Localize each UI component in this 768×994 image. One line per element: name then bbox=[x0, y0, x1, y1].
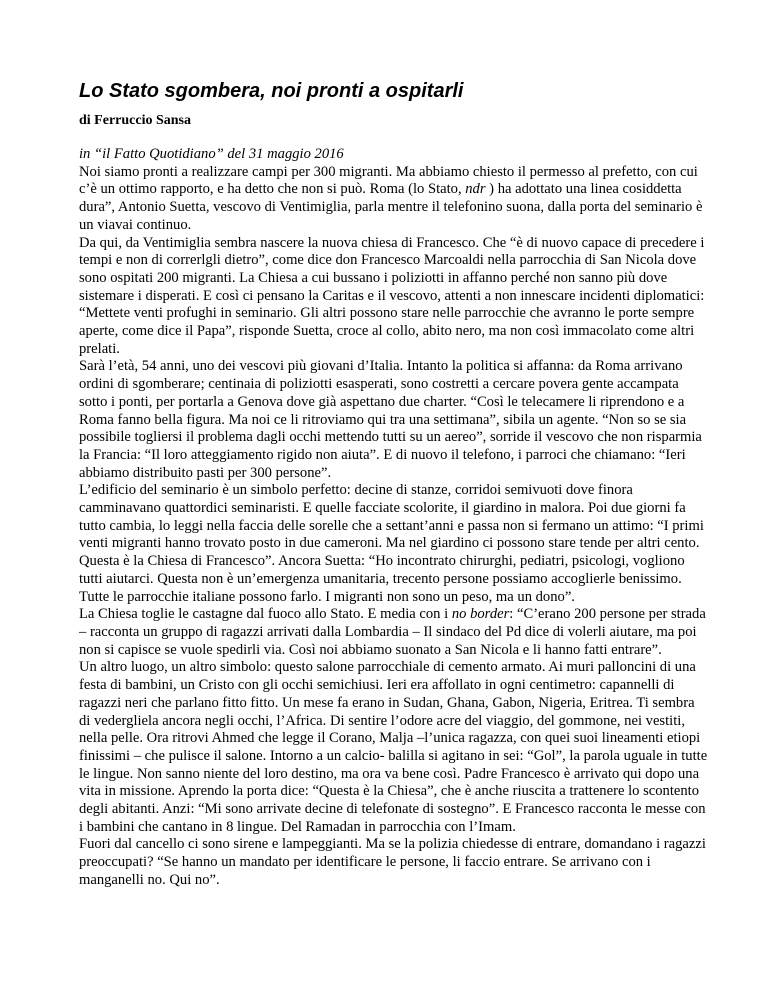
italic-text: ndr bbox=[465, 181, 486, 198]
paragraph-text: Sarà l’età, 54 anni, uno dei vescovi più giovani d’Italia. Intanto la politica si affanna: da Roma arrivano ordini di sgomberare; centinaia di poliziotti esasperati, sono costretti a cercare povera gente accampata sotto i ponti, per portarla a Genova dove già aspettano due charter. “Così le telecamere li riprendono e a Roma fanno bella figura. Ma noi ce li ritroviamo qui tra una settimana”, sibila un agente. “Non so se sia possibile togliersi il problema dagli occhi mettendo tutti su un aereo”, sorride il vescovo che non risparmia la Francia: “Il loro atteggiamento rigido non aiuta”. E di nuovo il telefono, i parroci che chiamano: “Ieri abbiamo distribuito pasti per 300 persone”. bbox=[79, 358, 702, 481]
article-paragraph bbox=[79, 606, 709, 659]
article-paragraph bbox=[79, 836, 709, 889]
article-source: in “il Fatto Quotidiano” del 31 maggio 2016 bbox=[79, 146, 344, 162]
article-author: di Ferruccio Sansa bbox=[79, 113, 191, 128]
paragraph-text: Da qui, da Ventimiglia sembra nascere la nuova chiesa di Francesco. Che “è di nuovo capace di precedere i tempi e non di correrlgli dietro”, come dice don Francesco Marcoaldi nella parrocchia di San Nicola dove sono ospitati 200 migranti. La Chiesa a cui bussano i poliziotti in affanno perché non sanno più dove sistemare i disperati. E così ci pensano la Caritas e il vescovo, attenti a non innescare incidenti diplomatici: “Mettete venti profughi in seminario. Gli altri possono stare nelle parrocchie che avranno le porte sempre aperte, come dice il Papa”, risponde Suetta, croce al collo, abito nero, ma non così immacolato come altri prelati. bbox=[79, 234, 705, 357]
italic-text: no border bbox=[451, 606, 510, 623]
article-paragraph bbox=[79, 235, 709, 359]
article-paragraph bbox=[79, 659, 709, 836]
article-title: Lo Stato sgombera, noi pronti a ospitarli bbox=[79, 80, 464, 102]
paragraph-text: Un altro luogo, un altro simbolo: questo salone parrocchiale di cemento armato. Ai muri palloncini di una festa di bambini, un Cristo con gli occhi semichiusi. Ieri era affollato in ogni centimetro: capannelli di ragazzi neri che parlano fitto fitto. Un mese fa erano in Sudan, Ghana, Gabon, Nigeria, Eritrea. Ti sembra di vedergliela ancora negli occhi, l’Africa. Di sentire l’odore acre del viaggio, del gommone, nei vestiti, nella pelle. Ora ritrovi Ahmed che legge il Corano, Malja –l’unica ragazza, con quei suoi lineamenti etiopi finissimi – che pulisce il salone. Intorno a un calcio- balilla si agitano in sei: “Gol”, la parola uguale in tutte le lingue. Non sanno niente del loro destino, ma ora va bene così. Padre Francesco è arrivato qui dopo una vita in missione. Aprendo la porta dice: “Questa è la Chiesa”, che è anche riuscita a trattenere lo scontento degli abitanti. Anzi: “Mi sono arrivate decine di telefonate di sostegno”. E Francesco racconta le messe con i bambini che cantano in 8 lingue. Del Ramadan in parrocchia con l’Imam. bbox=[79, 659, 708, 835]
paragraph-text: Noi siamo pronti a realizzare campi per 300 migranti. Ma abbiamo chiesto il permesso al prefetto, con cui c’è un ottimo rapporto, e ha detto che non si può. Roma (lo Stato, bbox=[79, 163, 698, 198]
paragraph-text: Fuori dal cancello ci sono sirene e lampeggianti. Ma se la polizia chiedesse di entrare, domandano i ragazzi preoccupati? “Se hanno un mandato per identificare le persone, li faccio entrare. Se arrivano con i manganelli no. Qui no”. bbox=[79, 836, 706, 888]
paragraph-text: L’edificio del seminario è un simbolo perfetto: decine di stanze, corridoi semivuoti dove finora camminavano quattordici seminaristi. E quelle facciate scolorite, il giardino in malora. Poi due giorni fa tutto cambia, lo leggi nella faccia delle sorelle che a settant’anni e passa non si fermano un attimo: “I primi venti migranti hanno trovato posto in due cameroni. Ma nel giardino ci possono stare tende per altri cento. Questa è la Chiesa di Francesco”. Ancora Suetta: “Ho incontrato chirurghi, pediatri, psicologi, vogliono tutti aiutarci. Questa non è un’emergenza umanitaria, trecento persone possiamo accoglierle benissimo. Tutte le parrocchie italiane possono farlo. I migranti non sono un peso, ma un dono”. bbox=[79, 482, 704, 605]
paragraph-text: : “C’erano 200 persone per strada – racconta un gruppo di ragazzi arrivati dalla Lombardia – Il sindaco del Pd dice di volerli aiutare, ma poi non si capisce se vuole spedirli via. Così noi abbiamo suonato a San Nicola e li hanno fatti entrare”. bbox=[79, 606, 706, 658]
article-body bbox=[79, 164, 709, 890]
article bbox=[79, 79, 709, 890]
paragraph-text: La Chiesa toglie le castagne dal fuoco allo Stato. E media con i bbox=[79, 606, 452, 623]
article-paragraph bbox=[79, 482, 709, 606]
article-paragraph bbox=[79, 358, 709, 482]
paragraph-text: ) ha adottato una linea cosiddetta dura”, Antonio Suetta, vescovo di Ventimiglia, parla mentre il telefonino suona, dalla porta del seminario è un viavai continuo. bbox=[79, 181, 703, 233]
article-paragraph bbox=[79, 164, 709, 235]
